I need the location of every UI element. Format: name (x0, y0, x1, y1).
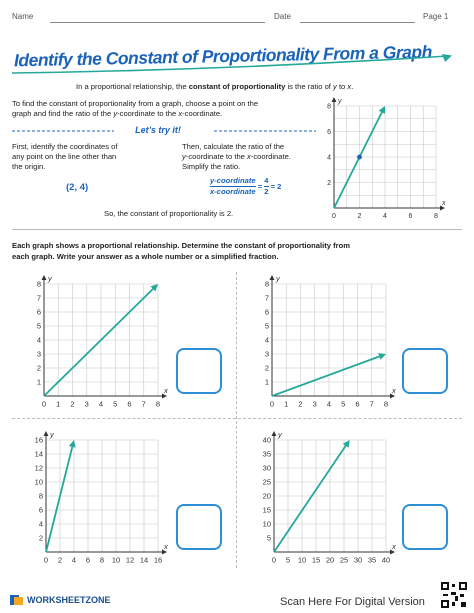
y-tick-label: 7 (264, 293, 269, 303)
x-tick-label: 30 (353, 555, 363, 565)
y-tick-label: 6 (264, 307, 269, 317)
y-tick-label: 3 (36, 349, 41, 359)
y-tick-label: 35 (262, 449, 271, 459)
y-axis-arrow (332, 97, 337, 102)
y-tick-label: 40 (262, 435, 271, 445)
x-axis-label: x (392, 386, 396, 395)
y-tick-label: 10 (262, 519, 271, 529)
y-tick-label: 5 (36, 321, 41, 331)
x-tick-label: 4 (383, 213, 387, 220)
vertical-divider (236, 272, 237, 568)
y-tick-label: 2 (264, 363, 269, 373)
y-tick-label: 1 (264, 377, 269, 387)
x-axis-label: x (392, 542, 396, 551)
x-tick-label: 10 (297, 555, 307, 565)
ratio-equation: $\frac{\text{y-coordinate}}{\text{x-coordinate}}$ = $\frac{4}{2}$ = 2 (210, 176, 282, 196)
y-tick-label: 3 (264, 349, 269, 359)
x-tick-label: 8 (383, 399, 389, 409)
y-axis-arrow (270, 275, 275, 280)
conclusion-text: So, the constant of proportionality is 2. (104, 209, 234, 218)
answer-box-1[interactable] (176, 348, 222, 394)
y-axis-arrow (272, 431, 277, 436)
x-tick-label: 5 (285, 555, 291, 565)
x-tick-label: 0 (269, 399, 275, 409)
x-tick-label: 4 (71, 555, 77, 565)
y-tick-label: 8 (36, 279, 41, 289)
y-axis-label: y (48, 274, 52, 283)
y-tick-label: 25 (262, 477, 271, 487)
x-tick-label: 5 (341, 399, 346, 409)
proportional-line (334, 110, 383, 208)
x-tick-label: 2 (298, 399, 303, 409)
x-tick-label: 35 (367, 555, 377, 565)
y-tick-label: 4 (36, 335, 41, 345)
x-tick-label: 4 (98, 399, 104, 409)
chart-graph2 (265, 274, 396, 409)
chart-graph4 (263, 430, 396, 565)
graph-3 (30, 430, 170, 566)
y-axis-label: y (338, 98, 342, 105)
proportional-line (274, 444, 347, 552)
y-axis-label: y (276, 274, 280, 283)
x-tick-label: 2 (357, 213, 362, 220)
y-tick-label: 4 (38, 519, 43, 529)
ratio-numerator: y-coordinate (210, 176, 256, 185)
page-number: Page 1 (423, 12, 449, 21)
x-tick-label: 25 (339, 555, 349, 565)
x-tick-label: 3 (312, 399, 317, 409)
x-tick-label: 1 (56, 399, 61, 409)
y-tick-label: 5 (264, 321, 269, 331)
x-tick-label: 0 (271, 555, 277, 565)
footer-logo: WORKSHEETZONE (10, 594, 111, 606)
y-tick-label: 8 (264, 279, 269, 289)
y-axis-label: y (50, 430, 54, 439)
x-tick-label: 20 (325, 555, 335, 565)
y-tick-label: 4 (327, 154, 331, 162)
y-tick-label: 6 (327, 128, 331, 136)
proportional-line (44, 288, 154, 396)
answer-box-4[interactable] (402, 504, 448, 550)
x-tick-label: 15 (311, 555, 321, 565)
instructions-text: To find the constant of proportionality from a graph, choose a point on the graph and find the ratio of the y-coordinate to the x-coordinate. (12, 99, 259, 118)
horizontal-divider (12, 418, 462, 419)
x-tick-label: 0 (41, 399, 47, 409)
x-tick-label: 10 (111, 555, 121, 565)
proportional-line (272, 356, 381, 396)
worksheetzone-logo-icon (10, 594, 24, 606)
x-tick-label: 14 (139, 555, 149, 565)
y-axis-arrow (44, 431, 49, 436)
x-tick-label: 6 (408, 213, 413, 220)
date-label: Date (274, 12, 291, 21)
chart-example (327, 97, 446, 220)
y-tick-label: 6 (36, 307, 41, 317)
y-tick-label: 8 (38, 491, 43, 501)
x-tick-label: 2 (70, 399, 75, 409)
x-tick-label: 0 (332, 213, 336, 220)
scan-text: Scan Here For Digital Version (280, 596, 425, 608)
example-graph (320, 96, 448, 224)
y-tick-label: 15 (262, 505, 271, 515)
y-tick-label: 2 (38, 533, 43, 543)
answer-box-3[interactable] (176, 504, 222, 550)
page-title: Identify the Constant of Proportionality From a Graph (13, 41, 432, 71)
y-axis-label: y (278, 430, 282, 439)
x-axis-label: x (442, 200, 446, 207)
y-tick-label: 14 (34, 449, 43, 459)
graph-4 (258, 430, 398, 566)
y-tick-label: 1 (36, 377, 41, 387)
y-tick-label: 4 (264, 335, 269, 345)
x-tick-label: 7 (141, 399, 146, 409)
y-tick-label: 2 (36, 363, 41, 373)
graph-2 (258, 274, 398, 410)
highlight-point (357, 155, 362, 160)
x-tick-label: 12 (125, 555, 135, 565)
y-tick-label: 8 (327, 103, 331, 111)
x-tick-label: 6 (85, 555, 91, 565)
x-tick-label: 3 (84, 399, 89, 409)
x-tick-label: 7 (369, 399, 374, 409)
x-tick-label: 40 (381, 555, 391, 565)
y-tick-label: 6 (38, 505, 43, 515)
name-field[interactable] (50, 22, 265, 23)
y-tick-label: 7 (36, 293, 41, 303)
answer-box-2[interactable] (402, 348, 448, 394)
chart-graph1 (37, 274, 168, 409)
proportional-line (46, 445, 73, 552)
date-field[interactable] (300, 22, 415, 23)
x-axis-label: x (164, 386, 168, 395)
x-tick-label: 16 (153, 555, 163, 565)
y-tick-label: 20 (262, 491, 271, 501)
try-it-heading: Let’s try it! (135, 125, 181, 135)
x-tick-label: 1 (284, 399, 289, 409)
y-axis-arrow (42, 275, 47, 280)
y-tick-label: 10 (34, 477, 43, 487)
qr-code-icon[interactable] (441, 582, 467, 608)
chart-graph3 (35, 430, 168, 565)
step2-text: Then, calculate the ratio of the y-coordinate to the x-coordinate. Simplify the ratio. (182, 142, 291, 171)
x-tick-label: 8 (99, 555, 105, 565)
y-tick-label: 2 (327, 179, 331, 187)
step1-text: First, identify the coordinates of any point on the line other than the origin. (12, 142, 118, 171)
y-tick-label: 12 (34, 463, 43, 473)
ratio-denominator: x-coordinate (210, 187, 256, 196)
graph-1 (30, 274, 170, 410)
name-label: Name (12, 12, 34, 21)
line-arrow-head (69, 440, 76, 448)
x-tick-label: 5 (113, 399, 118, 409)
x-tick-label: 8 (434, 213, 438, 220)
section-divider (12, 229, 462, 230)
intro-text: In a proportional relationship, the constant of proportionality is the ratio of y to x. (76, 82, 354, 91)
example-point: (2, 4) (66, 182, 89, 193)
y-tick-label: 5 (266, 533, 271, 543)
x-tick-label: 0 (43, 555, 49, 565)
x-tick-label: 6 (127, 399, 132, 409)
x-tick-label: 4 (326, 399, 332, 409)
task-instructions: Each graph shows a proportional relationship. Determine the constant of proportionality from each graph. Write your answer as a whole number or a simplified fraction. (12, 241, 350, 261)
x-tick-label: 6 (355, 399, 360, 409)
y-tick-label: 30 (262, 463, 271, 473)
x-tick-label: 8 (155, 399, 161, 409)
x-tick-label: 2 (57, 555, 63, 565)
title-underline-arrow (10, 52, 460, 76)
y-tick-label: 16 (34, 435, 43, 445)
x-axis-label: x (164, 542, 168, 551)
